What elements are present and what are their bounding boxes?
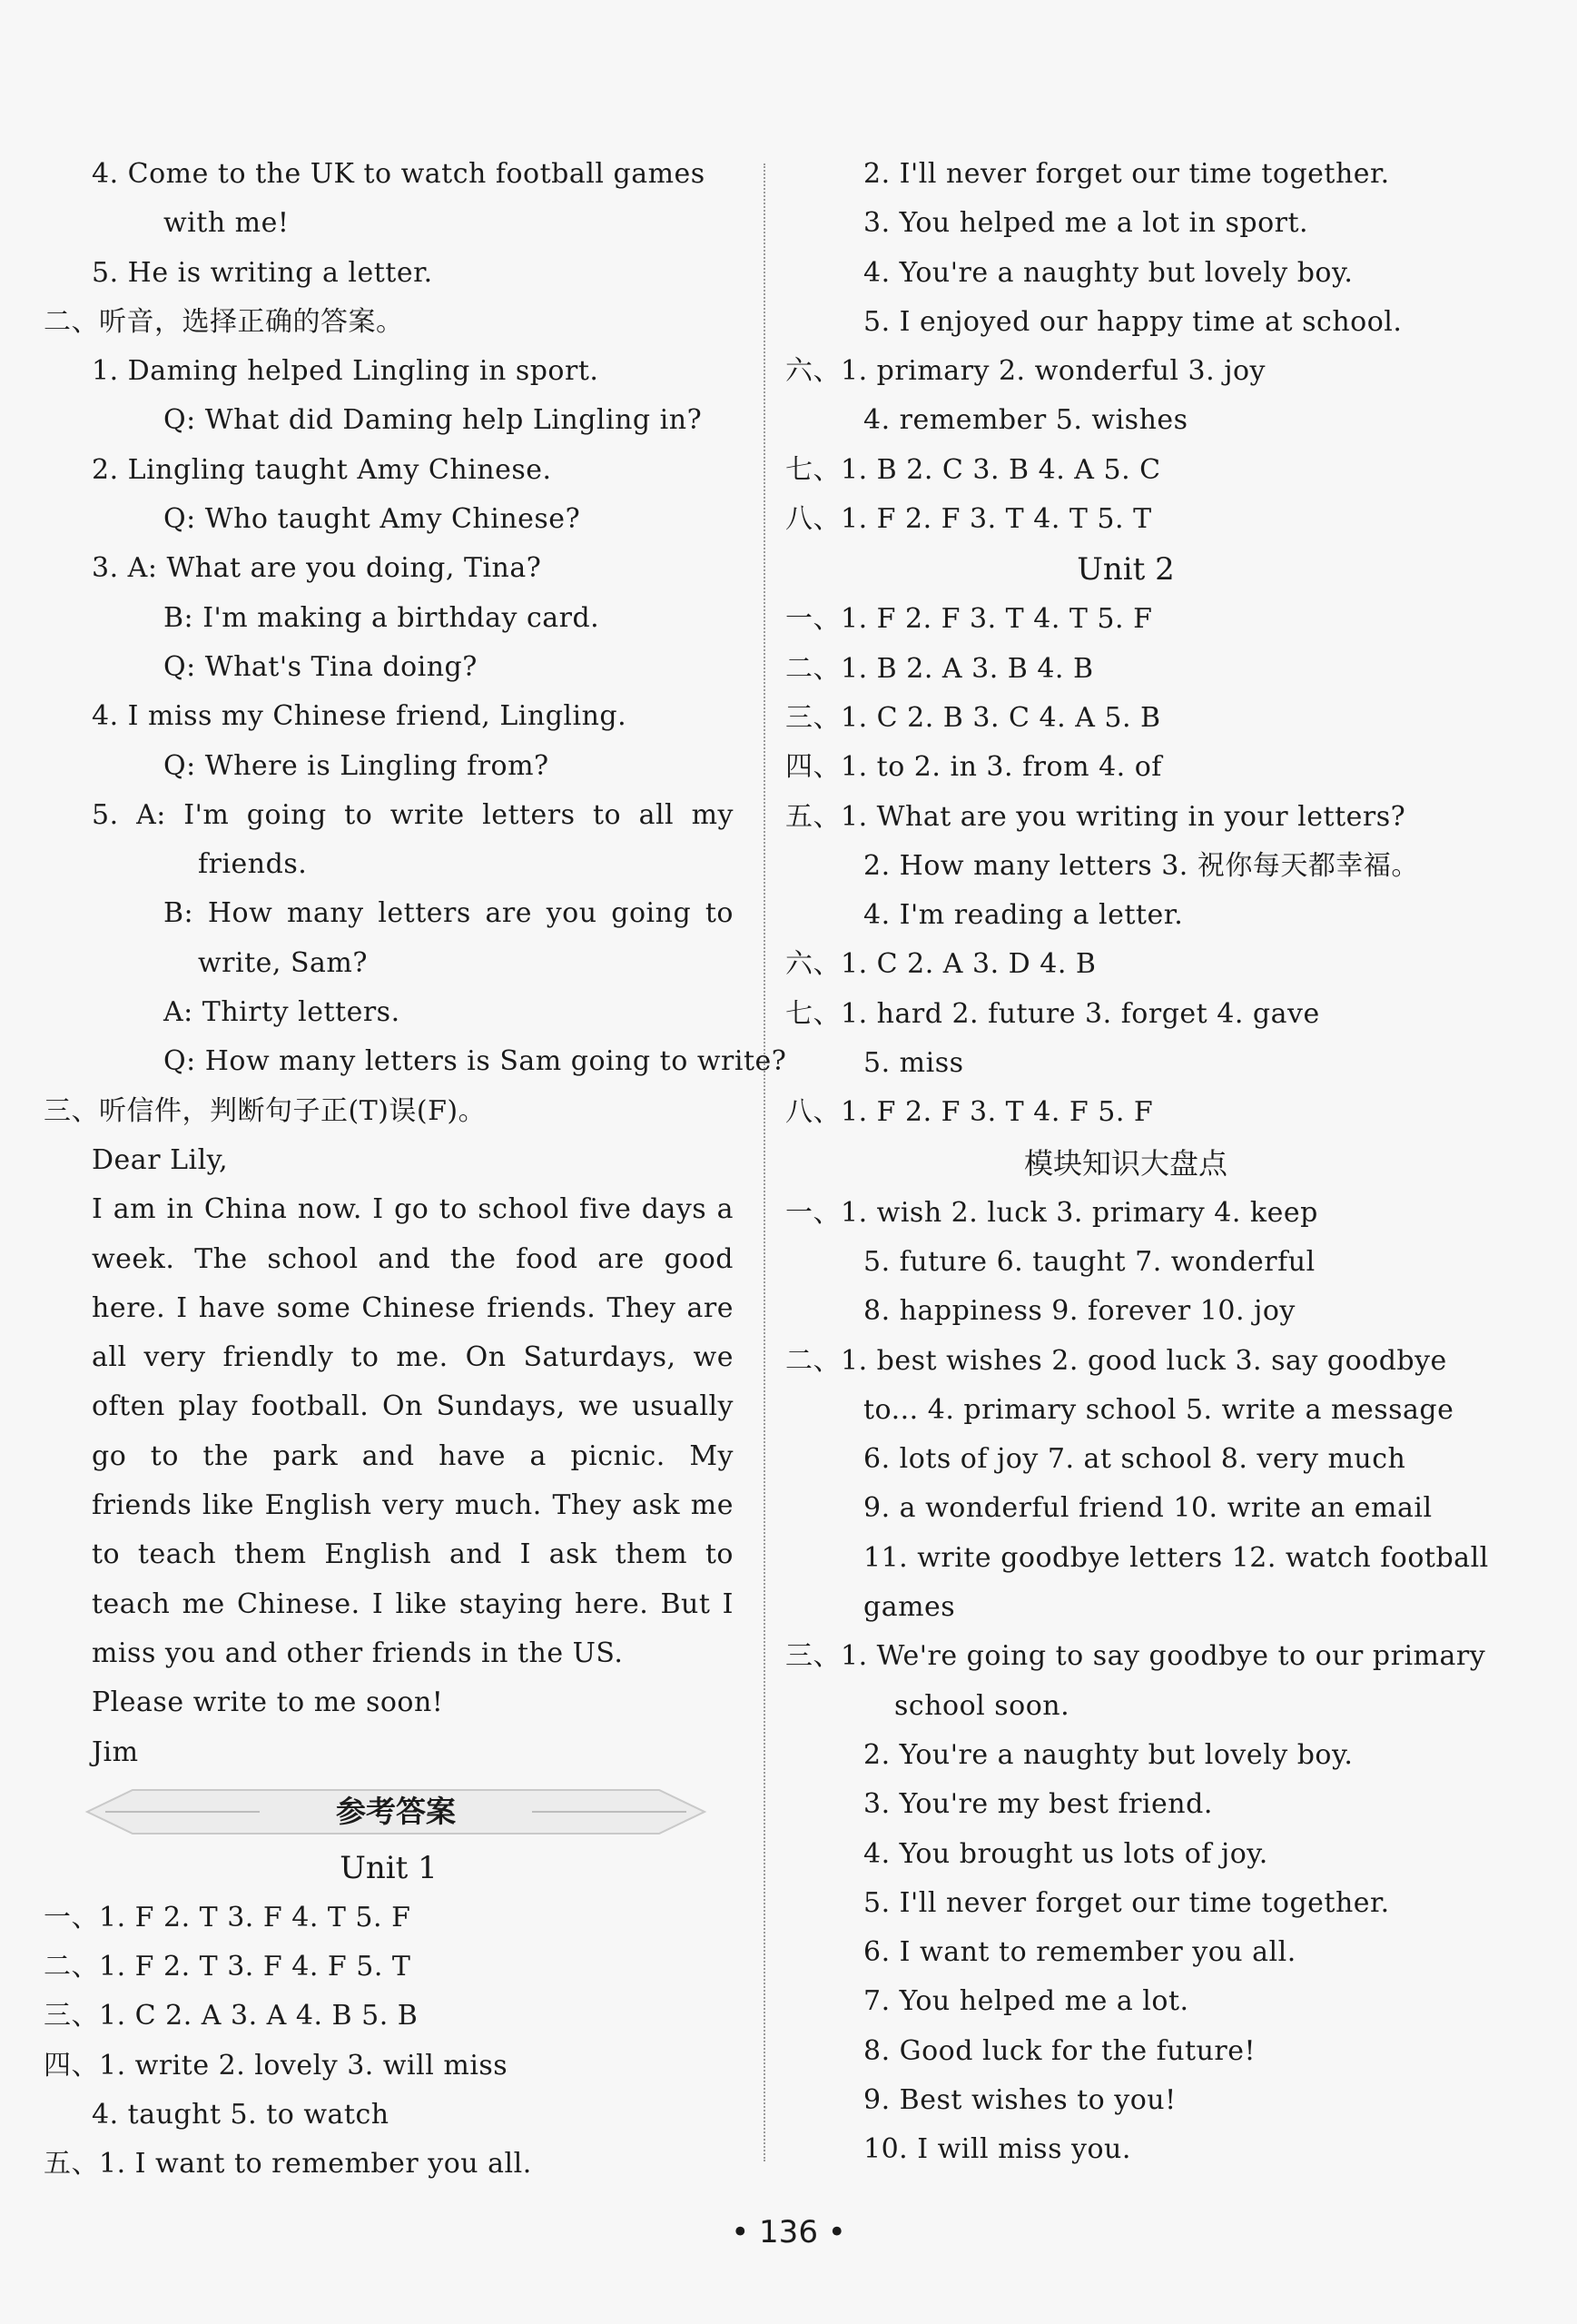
text-line: 5. A: I'm going to write letters to all my xyxy=(92,798,734,831)
left-column xyxy=(44,150,787,2190)
answer-line: 2. You're a naughty but lovely boy. xyxy=(863,1738,1354,1771)
answer-line: 6. I want to remember you all. xyxy=(863,1936,1296,1969)
answer-line: 七、1. hard 2. future 3. forget 4. gave xyxy=(785,997,1320,1030)
text-line: Q: What's Tina doing? xyxy=(163,650,478,683)
answer-line: 三、1. C 2. A 3. A 4. B 5. B xyxy=(44,2000,419,2032)
text-line: B: How many letters are you going to xyxy=(163,897,734,930)
text-line: friends. xyxy=(198,848,308,881)
letter-line: miss you and other friends in the US. xyxy=(92,1637,624,1669)
letter-line: Please write to me soon! xyxy=(92,1686,444,1719)
answer-line: 4. remember 5. wishes xyxy=(863,404,1188,437)
answer-line: 8. happiness 9. forever 10. joy xyxy=(863,1295,1296,1328)
section-heading: 三、听信件，判断句子正(T)误(F)。 xyxy=(44,1094,487,1127)
text-line: 5. He is writing a letter. xyxy=(92,256,433,289)
answer-line: 4. You brought us lots of joy. xyxy=(863,1837,1268,1870)
letter-line: often play football. On Sundays, we usually xyxy=(92,1390,734,1423)
answer-line: 五、1. I want to remember you all. xyxy=(44,2148,532,2181)
answer-line: 4. taught 5. to watch xyxy=(92,2098,389,2131)
answer-line: 11. write goodbye letters 12. watch football xyxy=(863,1541,1489,1574)
text-line: 4. Come to the UK to watch football games xyxy=(92,158,705,190)
answer-line: 二、1. best wishes 2. good luck 3. say goodbye xyxy=(785,1344,1447,1377)
text-line: write, Sam? xyxy=(198,946,368,979)
answer-line: 八、1. F 2. F 3. T 4. F 5. F xyxy=(785,1096,1154,1129)
answer-line: 一、1. F 2. F 3. T 4. T 5. F xyxy=(785,603,1153,636)
answers-banner xyxy=(78,1781,714,1843)
review-title: 模块知识大盘点 xyxy=(1023,1145,1227,1181)
answer-line: 5. future 6. taught 7. wonderful xyxy=(863,1245,1316,1278)
letter-line: teach me Chinese. I like staying here. But I xyxy=(92,1587,734,1620)
answer-line: 9. Best wishes to you! xyxy=(863,2083,1177,2116)
text-line: 4. I miss my Chinese friend, Lingling. xyxy=(92,700,627,733)
answer-line: 4. You're a naughty but lovely boy. xyxy=(863,256,1354,289)
right-column xyxy=(785,150,1493,2175)
answer-line: 八、1. F 2. F 3. T 4. T 5. T xyxy=(785,503,1152,536)
answer-line: 6. lots of joy 7. at school 8. very much xyxy=(863,1443,1406,1476)
answer-line: 2. I'll never forget our time together. xyxy=(863,158,1390,190)
letter-line: friends like English very much. They ask me xyxy=(92,1489,734,1522)
letter-signature: Jim xyxy=(92,1736,139,1768)
answer-line: 四、1. write 2. lovely 3. will miss xyxy=(44,2049,508,2082)
text-line: Q: How many letters is Sam going to write? xyxy=(163,1045,787,1078)
letter-line: I am in China now. I go to school five days a xyxy=(92,1193,734,1226)
answer-line: games xyxy=(863,1591,956,1624)
answer-line: 一、1. wish 2. luck 3. primary 4. keep xyxy=(785,1196,1318,1229)
answer-line: school soon. xyxy=(894,1689,1070,1722)
answer-line: 一、1. F 2. T 3. F 4. T 5. F xyxy=(44,1901,411,1933)
answer-line: 五、1. What are you writing in your letters? xyxy=(785,800,1406,833)
text-line: Q: Where is Lingling from? xyxy=(163,749,549,782)
text-line: 3. A: What are you doing, Tina? xyxy=(92,552,542,585)
text-line: B: I'm making a birthday card. xyxy=(163,601,600,634)
text-line: 2. Lingling taught Amy Chinese. xyxy=(92,453,552,486)
text-line: 1. Daming helped Lingling in sport. xyxy=(92,355,599,388)
answer-line: 8. Good luck for the future! xyxy=(863,2034,1257,2067)
answer-line: 3. You helped me a lot in sport. xyxy=(863,207,1309,240)
answer-line: 二、1. F 2. T 3. F 4. F 5. T xyxy=(44,1951,411,1983)
answer-line: 9. a wonderful friend 10. write an email xyxy=(863,1492,1433,1525)
answer-line: 5. I'll never forget our time together. xyxy=(863,1886,1390,1919)
text-line: Q: What did Daming help Lingling in? xyxy=(163,404,703,437)
letter-line: all very friendly to me. On Saturdays, we xyxy=(92,1341,734,1374)
answer-line: 4. I'm reading a letter. xyxy=(863,899,1184,932)
letter-line: here. I have some Chinese friends. They are xyxy=(92,1291,734,1324)
text-line: with me! xyxy=(163,207,290,240)
unit-1-title: Unit 1 xyxy=(340,1849,438,1886)
answer-line: 六、1. C 2. A 3. D 4. B xyxy=(785,948,1097,981)
answer-line: 3. You're my best friend. xyxy=(863,1788,1213,1821)
answer-line: 四、1. to 2. in 3. from 4. of xyxy=(785,751,1162,784)
section-heading: 二、听音，选择正确的答案。 xyxy=(44,305,404,338)
answer-line: 2. How many letters 3. 祝你每天都幸福。 xyxy=(863,849,1419,882)
page-number: • 136 • xyxy=(731,2214,846,2250)
answers-banner-title: 参考答案 xyxy=(336,1793,456,1829)
answer-line: 三、1. C 2. B 3. C 4. A 5. B xyxy=(785,701,1161,734)
answer-line: 7. You helped me a lot. xyxy=(863,1985,1189,2018)
letter-line: go to the park and have a picnic. My xyxy=(92,1439,734,1472)
answer-line: 10. I will miss you. xyxy=(863,2133,1131,2166)
answer-line: 5. miss xyxy=(863,1047,964,1080)
answer-line: 5. I enjoyed our happy time at school. xyxy=(863,305,1403,338)
unit-2-title: Unit 2 xyxy=(1077,551,1175,588)
answer-line: 七、1. B 2. C 3. B 4. A 5. C xyxy=(785,453,1161,486)
answer-line: to... 4. primary school 5. write a message xyxy=(863,1393,1454,1426)
answer-line: 三、1. We're going to say goodbye to our primary xyxy=(785,1640,1486,1673)
answer-line: 六、1. primary 2. wonderful 3. joy xyxy=(785,355,1267,388)
answer-line: 二、1. B 2. A 3. B 4. B xyxy=(785,652,1094,685)
text-line: A: Thirty letters. xyxy=(163,996,400,1029)
text-line: Q: Who taught Amy Chinese? xyxy=(163,503,581,536)
letter-greeting: Dear Lily, xyxy=(92,1143,229,1176)
letter-line: to teach them English and I ask them to xyxy=(92,1538,734,1571)
letter-line: week. The school and the food are good xyxy=(92,1242,734,1275)
